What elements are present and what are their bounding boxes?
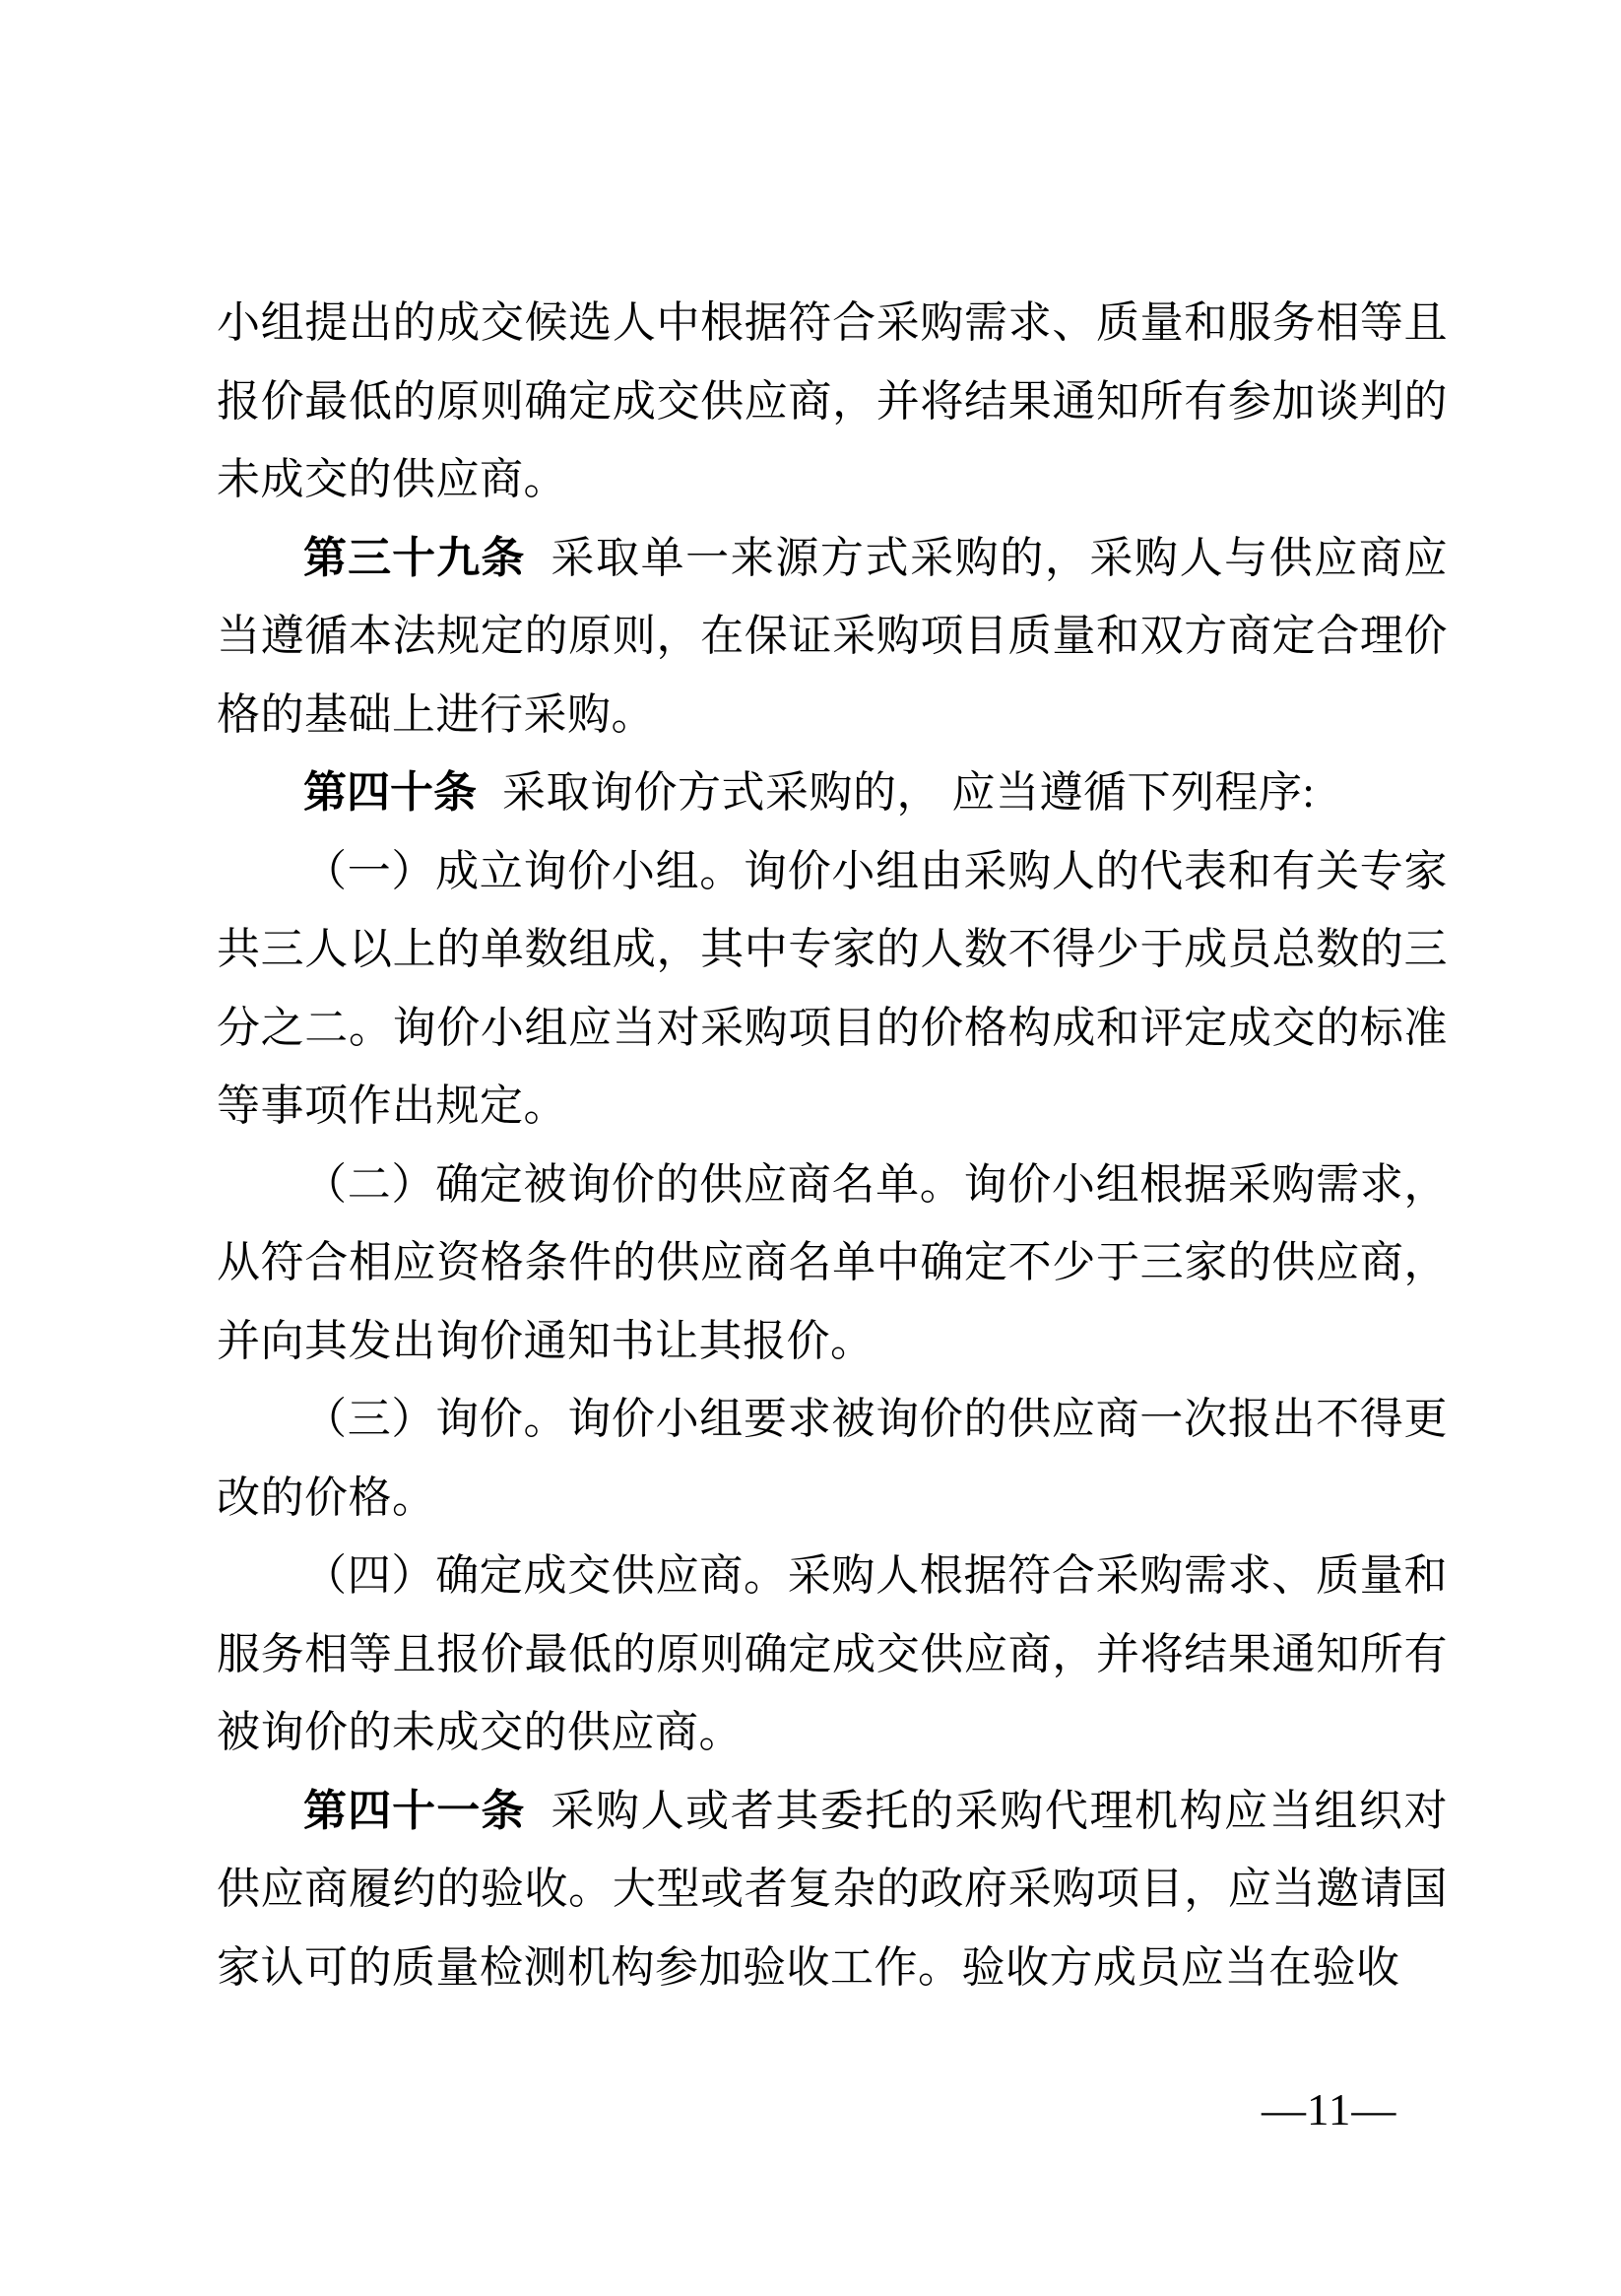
paragraph-item-1: [217, 832, 1448, 1146]
paragraph-text: 采购人或者其委托的采购代理机构应当组织对供应商履约的验收。大型或者复杂的政府采购项目，应当邀请国家认可的质量检测机构参加验收工作。验收方成员应当在验收: [217, 1786, 1449, 1992]
document-body: [217, 284, 1448, 2006]
article-39-heading: 第三十九条: [303, 533, 526, 582]
paragraph-text: （一）成立询价小组。询价小组由采购人的代表和有关专家共三人以上的单数组成，其中专家的人数不得少于成员总数的三分之二。询价小组应当对采购项目的价格构成和评定成交的标准等事项作出规定。: [217, 846, 1448, 1130]
paragraph-text: 小组提出的成交候选人中根据符合采购需求、质量和服务相等且报价最低的原则确定成交供应商，并将结果通知所有参加谈判的未成交的供应商。: [217, 298, 1448, 503]
paragraph-text: 采取单一来源方式采购的，采购人与供应商应当遵循本法规定的原则，在保证采购项目质量和双方商定合理价格的基础上进行采购。: [217, 533, 1449, 739]
article-40-heading: 第四十条: [303, 768, 477, 817]
page-number: —11—: [1262, 2085, 1397, 2134]
paragraph-text: 采取询价方式采购的， 应当遵循下列程序:: [502, 768, 1316, 817]
paragraph-text: （三）询价。询价小组要求被询价的供应商一次报出不得更改的价格。: [217, 1395, 1448, 1522]
paragraph-item-2: [217, 1146, 1448, 1381]
paragraph-item-3: [217, 1380, 1448, 1537]
paragraph-continuation: [217, 284, 1448, 519]
paragraph-article-39: [217, 519, 1448, 754]
paragraph-article-40: [217, 754, 1448, 832]
paragraph-article-41: [217, 1772, 1448, 2007]
paragraph-text: （四）确定成交供应商。采购人根据符合采购需求、质量和服务相等且报价最低的原则确定成交供应商，并将结果通知所有被询价的未成交的供应商。: [217, 1551, 1448, 1756]
article-41-heading: 第四十一条: [303, 1786, 526, 1835]
paragraph-item-4: [217, 1537, 1448, 1772]
paragraph-text: （二）确定被询价的供应商名单。询价小组根据采购需求，从符合相应资格条件的供应商名单中确定不少于三家的供应商，并向其发出询价通知书让其报价。: [217, 1159, 1448, 1365]
